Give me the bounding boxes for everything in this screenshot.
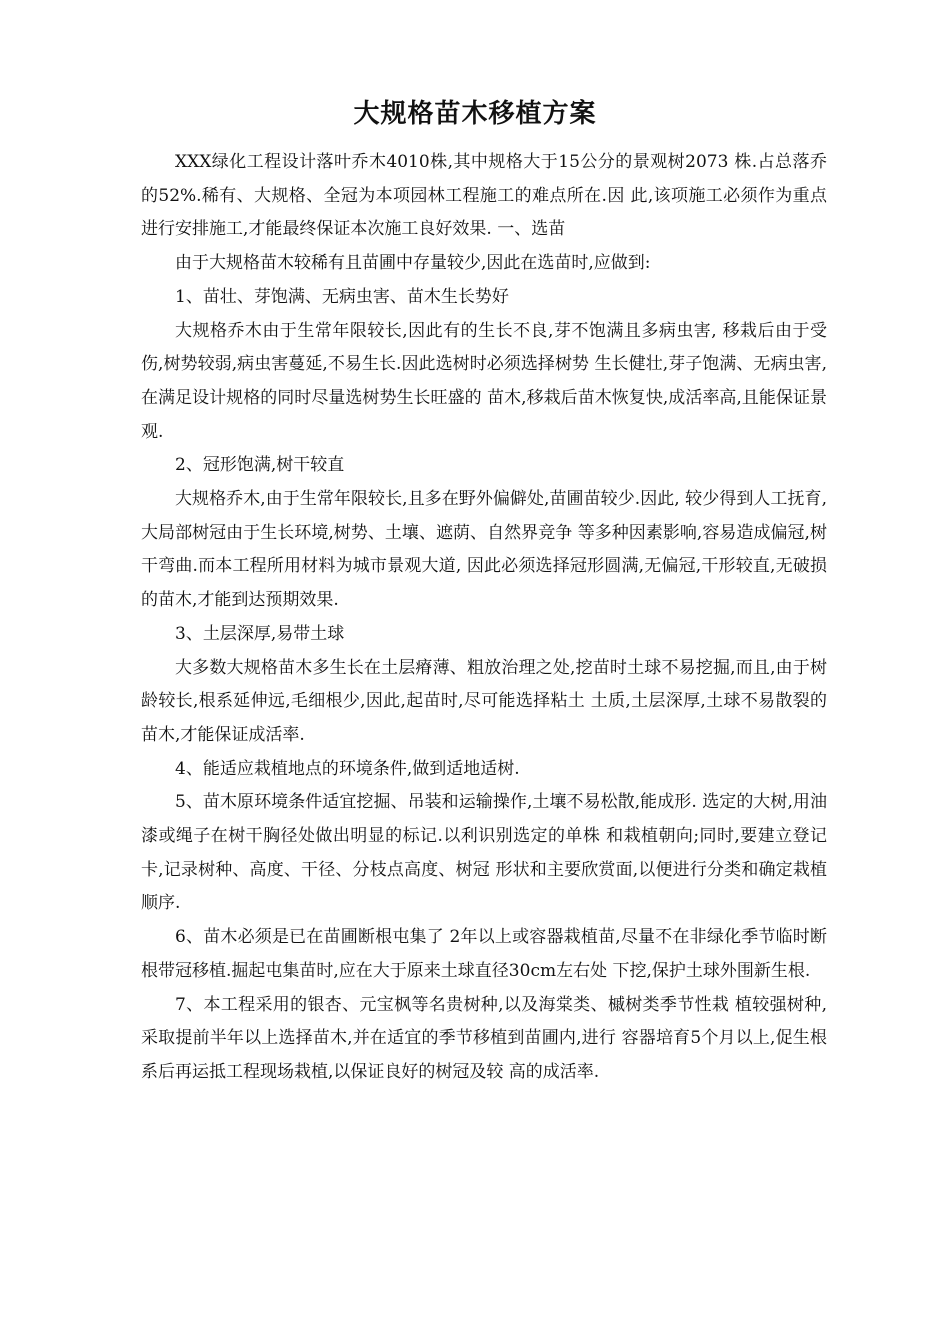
page-title: 大规格苗木移植方案	[353, 99, 597, 129]
paragraph-intro: XXX绿化工程设计落叶乔木4010株,其中规格大于15公分的景观树2073 株.占总落乔的52%.稀有、大规格、全冠为本项园林工程施工的难点所在.因 此,该项施工必须作为重点进行安排施工,才能最终保证本次施工良好效果. 一、选苗	[141, 152, 827, 240]
heading-item-3: 3、土层深厚,易带土球	[175, 623, 345, 644]
paragraph-item-2: 大规格乔木,由于生常年限较长,且多在野外偏僻处,苗圃苗较少.因此, 较少得到人工抚育,大局部树冠由于生长环境,树势、土壤、遮荫、自然界竞争 等多种因素影响,容易造成偏冠,树干弯曲.而本工程所用材料为城市景观大道, 因此必须选择冠形圆满,无偏冠,干形较直,无破损的苗木,才能到达预期效果.	[141, 489, 827, 611]
paragraph-item-3: 大多数大规格苗木多生长在土层瘠薄、粗放治理之处,挖苗时土球不易挖掘,而且,由于树龄较长,根系延伸远,毛细根少,因此,起苗时,尽可能选择粘土 土质,土层深厚,土球不易散裂的苗木,才能保证成活率.	[141, 657, 827, 745]
item-7: 7、本工程采用的银杏、元宝枫等名贵树种,以及海棠类、槭树类季节性栽 植较强树种,采取提前半年以上选择苗木,并在适宜的季节移植到苗圃内,进行 容器培育5个月以上,促生根系后再运抵工程现场栽植,以保证良好的树冠及较 高的成活率.	[141, 994, 827, 1082]
item-4: 4、能适应栽植地点的环境条件,做到适地适树.	[175, 758, 520, 779]
item-6: 6、苗木必须是已在苗圃断根屯集了 2年以上或容器栽植苗,尽量不在非绿化季节临时断根带冠移植.掘起屯集苗时,应在大于原来土球直径30cm左右处 下挖,保护土球外围新生根.	[141, 927, 827, 981]
paragraph-selection-requirements: 由于大规格苗木较稀有且苗圃中存量较少,因此在选苗时,应做到:	[175, 253, 651, 274]
document-body	[141, 146, 827, 1090]
heading-item-1: 1、苗壮、芽饱满、无病虫害、苗木生长势好	[175, 286, 509, 307]
heading-item-2: 2、冠形饱满,树干较直	[175, 455, 345, 476]
item-5: 5、苗木原环境条件适宜挖掘、吊装和运输操作,土壤不易松散,能成形. 选定的大树,用油漆或绳子在树干胸径处做出明显的标记.以利识别选定的单株 和栽植朝向;同时,要建立登记卡,记录树种、高度、干径、分枝点高度、树冠 形状和主要欣赏面,以便进行分类和确定栽植顺序.	[141, 792, 827, 914]
paragraph-item-1: 大规格乔木由于生常年限较长,因此有的生长不良,芽不饱满且多病虫害, 移栽后由于受伤,树势较弱,病虫害蔓延,不易生长.因此选树时必须选择树势 生长健壮,芽子饱满、无病虫害,在满足设计规格的同时尽量选树势生长旺盛的 苗木,移栽后苗木恢复快,成活率高,且能保证景观.	[141, 320, 827, 442]
